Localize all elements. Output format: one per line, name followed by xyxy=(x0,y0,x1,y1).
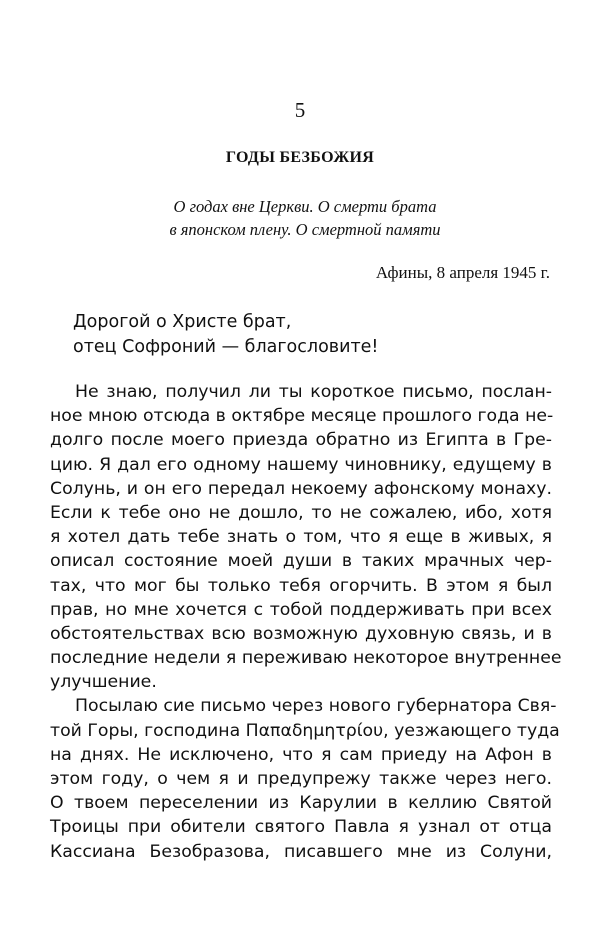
text-line: ное мною отсюда в октябре месяце прошлого года не- xyxy=(50,406,554,427)
subtitle-line: в японском плену. О смертной памяти xyxy=(169,220,441,239)
text-line: тах, что мог бы только тебя огорчить. В этом я был xyxy=(50,575,552,596)
text-line: Если к тебе оно не дошло, то не сожалею, ибо, хотя xyxy=(50,502,552,523)
paragraph-2 xyxy=(50,694,560,863)
text-line: Посылаю сие письмо через нового губернатора Свя- xyxy=(75,696,557,717)
letter-body xyxy=(50,380,562,864)
letter-salutation xyxy=(73,310,378,360)
text-line: О твоем переселении из Карулии в келлию Святой xyxy=(50,793,552,814)
letter-dateline: Афины, 8 апреля 1945 г. xyxy=(375,263,550,282)
salutation-line: отец Софроний — благословите! xyxy=(73,337,379,357)
text-line: описал состояние моей души в таких мрачных чер- xyxy=(50,551,552,572)
text-line: Не знаю, получил ли ты короткое письмо, послан- xyxy=(75,382,552,402)
text-line: этом году, о чем я и предупрежу также через него. xyxy=(50,769,552,789)
text-line: на днях. Не исключено, что я сам приеду на Афон в xyxy=(50,744,552,765)
text-line: цию. Я дал его одному нашему чиновнику, едущему в xyxy=(50,454,552,475)
chapter-title: ГОДЫ БЕЗБОЖИЯ xyxy=(225,149,375,166)
subtitle-line: О годах вне Церкви. О смерти брата xyxy=(173,197,437,216)
paragraph-1 xyxy=(50,380,562,694)
text-line: Троицы при обители святого Павла я узнал от отца xyxy=(50,817,552,838)
text-line: обстоятельствах всю возможную духовную связь, и в xyxy=(50,623,552,644)
chapter-subtitle xyxy=(140,195,470,241)
chapter-number: 5 xyxy=(294,98,306,122)
text-line: Кассиана Безобразова, писавшего мне из Солуни, xyxy=(50,841,552,862)
text-line: улучшение. xyxy=(50,672,157,693)
salutation-line: Дорогой о Христе брат, xyxy=(73,312,292,332)
text-line: я хотел дать тебе знать о том, что я еще в живых, я xyxy=(50,527,552,548)
text-line: Солунь, и он его передал некоему афонскому монаху. xyxy=(50,478,552,499)
text-line: той Горы, господина Παπαδημητρίου, уезжающего туда xyxy=(50,720,560,741)
text-line: прав, но мне хочется с тобой поддерживать при всех xyxy=(50,599,552,620)
text-line: последние недели я переживаю некоторое внутреннее xyxy=(50,648,562,669)
text-line: долго после моего приезда обратно из Египта в Гре- xyxy=(50,430,552,451)
